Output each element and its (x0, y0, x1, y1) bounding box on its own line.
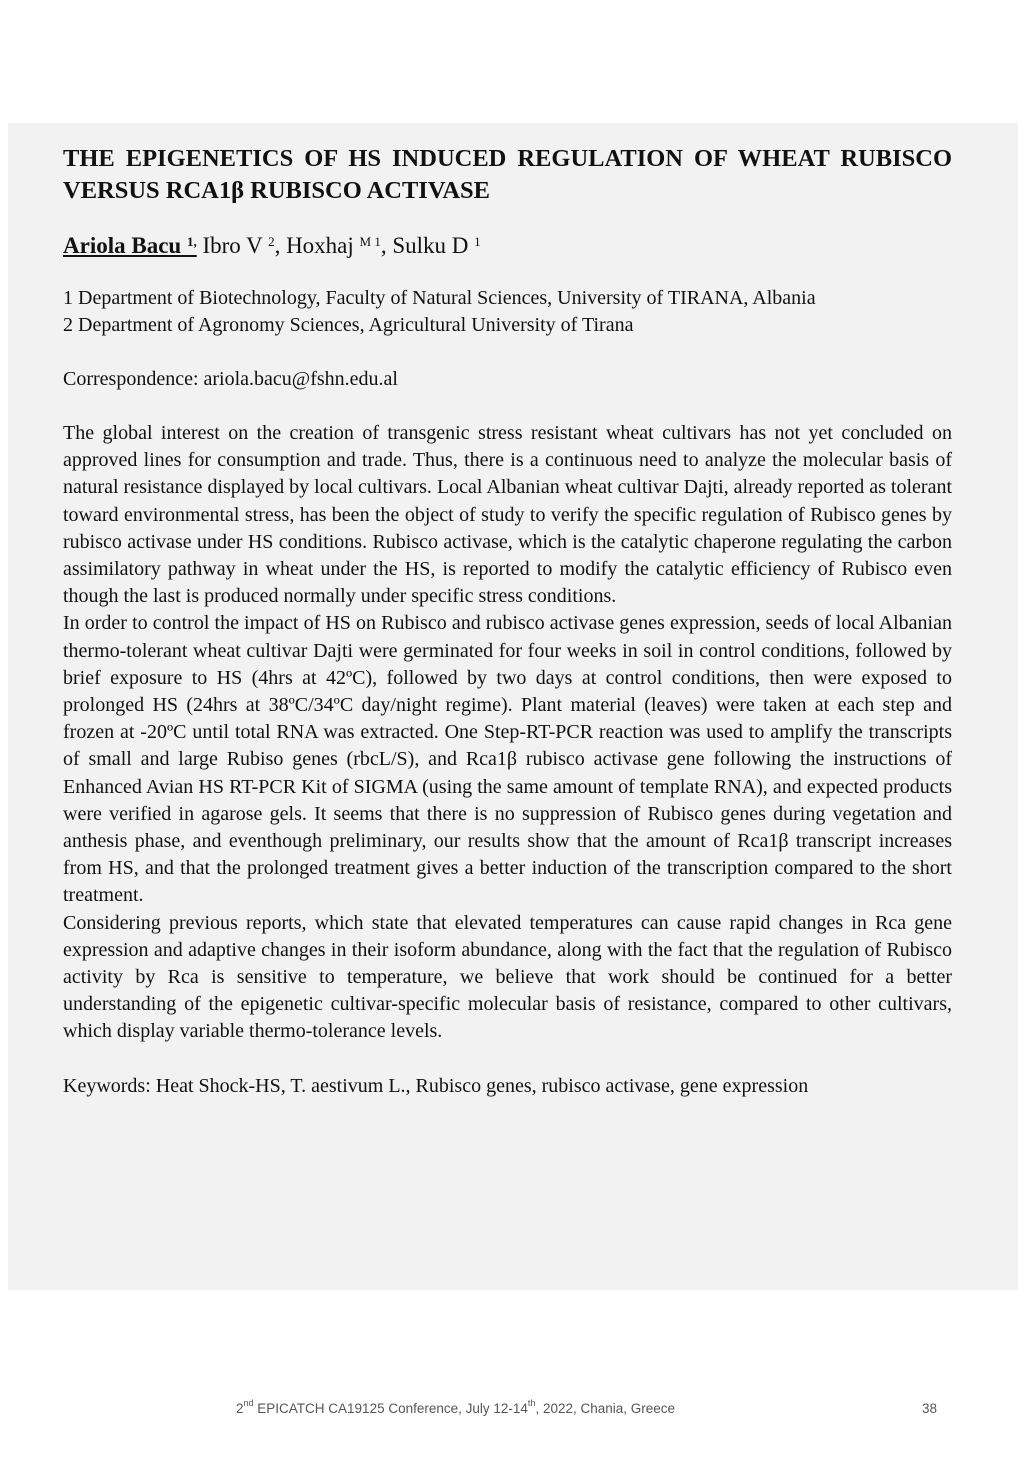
abstract-paragraph-3: Considering previous reports, which state that elevated temperatures can cause rapid changes in Rca gene expression and adaptive changes in their isoform abundance, along with the fact that the regulation of Rubisco activity by Rca is sensitive to temperature, we believe that work should be continued for a better understanding of the epigenetic cultivar-specific molecular basis of resistance, compared to other cultivars, which display variable thermo-tolerance levels. (63, 911, 952, 1043)
paper-title (63, 143, 952, 207)
author-list (63, 231, 952, 261)
abstract-paragraph-1: The global interest on the creation of transgenic stress resistant wheat cultivars has not yet concluded on approved lines for consumption and trade. Thus, there is a continuous need to analyze the molecular basis of natural resistance displayed by local cultivars. Local Albanian wheat cultivar Dajti, already reported as tolerant toward environmental stress, has been the object of study to verify the specific regulation of Rubisco genes by rubisco activase under HS conditions. Rubisco activase, which is the catalytic chaperone regulating the carbon assimilatory pathway in wheat under the HS, is reported to modify the catalytic efficiency of Rubisco even though the last is produced normally under specific stress conditions. (63, 422, 952, 608)
conference-location: , 2022, Chania, Greece (535, 1401, 676, 1416)
title-line-2: RUBISCO VERSUS RCA1β RUBISCO ACTIVASE (63, 145, 952, 204)
affiliations (63, 285, 952, 339)
page-number: 38 (922, 1401, 938, 1416)
keywords: Keywords: Heat Shock-HS, T. aestivum L., Rubisco genes, rubisco activase, gene expression (63, 1074, 809, 1097)
author-1-name: Ariola Bacu (63, 233, 187, 258)
title-line-1: THE EPIGENETICS OF HS INDUCED REGULATION OF WHEAT (63, 145, 830, 172)
author-2-affil: 2 (268, 234, 275, 249)
author-3-affil: M 1 (359, 234, 381, 249)
page-footer (0, 1398, 1024, 1421)
author-4 (392, 233, 480, 258)
author-2 (202, 233, 274, 258)
author-2-name: Ibro V (202, 233, 269, 258)
author-3-name: Hoxhaj (286, 233, 360, 258)
correspondence: Correspondence: ariola.bacu@fshn.edu.al (63, 368, 398, 390)
conference-date-sup: th (527, 1398, 536, 1408)
conference-text: EPICATCH CA19125 Conference, July 12-14 (253, 1401, 528, 1416)
affiliation-1: 1 Department of Biotechnology, Faculty of Natural Sciences, University of TIRANA, Albania (63, 287, 816, 309)
abstract-body (63, 420, 952, 1046)
abstract-content (63, 143, 952, 1100)
author-3 (286, 233, 381, 258)
conference-ordinal: 2 (236, 1401, 244, 1416)
author-4-name: Sulku D (392, 233, 475, 258)
author-1-affil: 1, (186, 234, 197, 249)
author-3-sep: , (380, 233, 393, 258)
abstract-paragraph-2: In order to control the impact of HS on Rubisco and rubisco activase genes expression, seeds of local Albanian thermo-tolerant wheat cultivar Dajti were germinated for four weeks in soil in control conditions, followed by brief exposure to HS (4hrs at 42ºC), followed by two days at control conditions, then were exposed to prolonged HS (24hrs at 38ºC/34ºC day/night regime). Plant material (leaves) were taken at each step and frozen at -20ºC until total RNA was extracted. One Step-RT-PCR reaction was used to amplify the transcripts of small and large Rubiso genes (rbcL/S), and Rca1β rubisco activase gene following the instructions of Enhanced Avian HS RT-PCR Kit of SIGMA (using the same amount of template RNA), and expected products were verified in agarose gels. It seems that there is no suppression of Rubisco genes during vegetation and anthesis phase, and eventhough preliminary, our results show that the amount of Rca1β transcript increases from HS, and that the prolonged treatment gives a better induction of the transcription compared to the short treatment. (63, 612, 952, 907)
conference-info (236, 1398, 676, 1416)
affiliation-2: 2 Department of Agronomy Sciences, Agricultural University of Tirana (63, 314, 634, 336)
author-4-affil: 1 (474, 234, 481, 249)
conference-ordinal-sup: nd (243, 1398, 254, 1408)
author-2-sep: , (274, 233, 287, 258)
author-1 (63, 233, 197, 258)
